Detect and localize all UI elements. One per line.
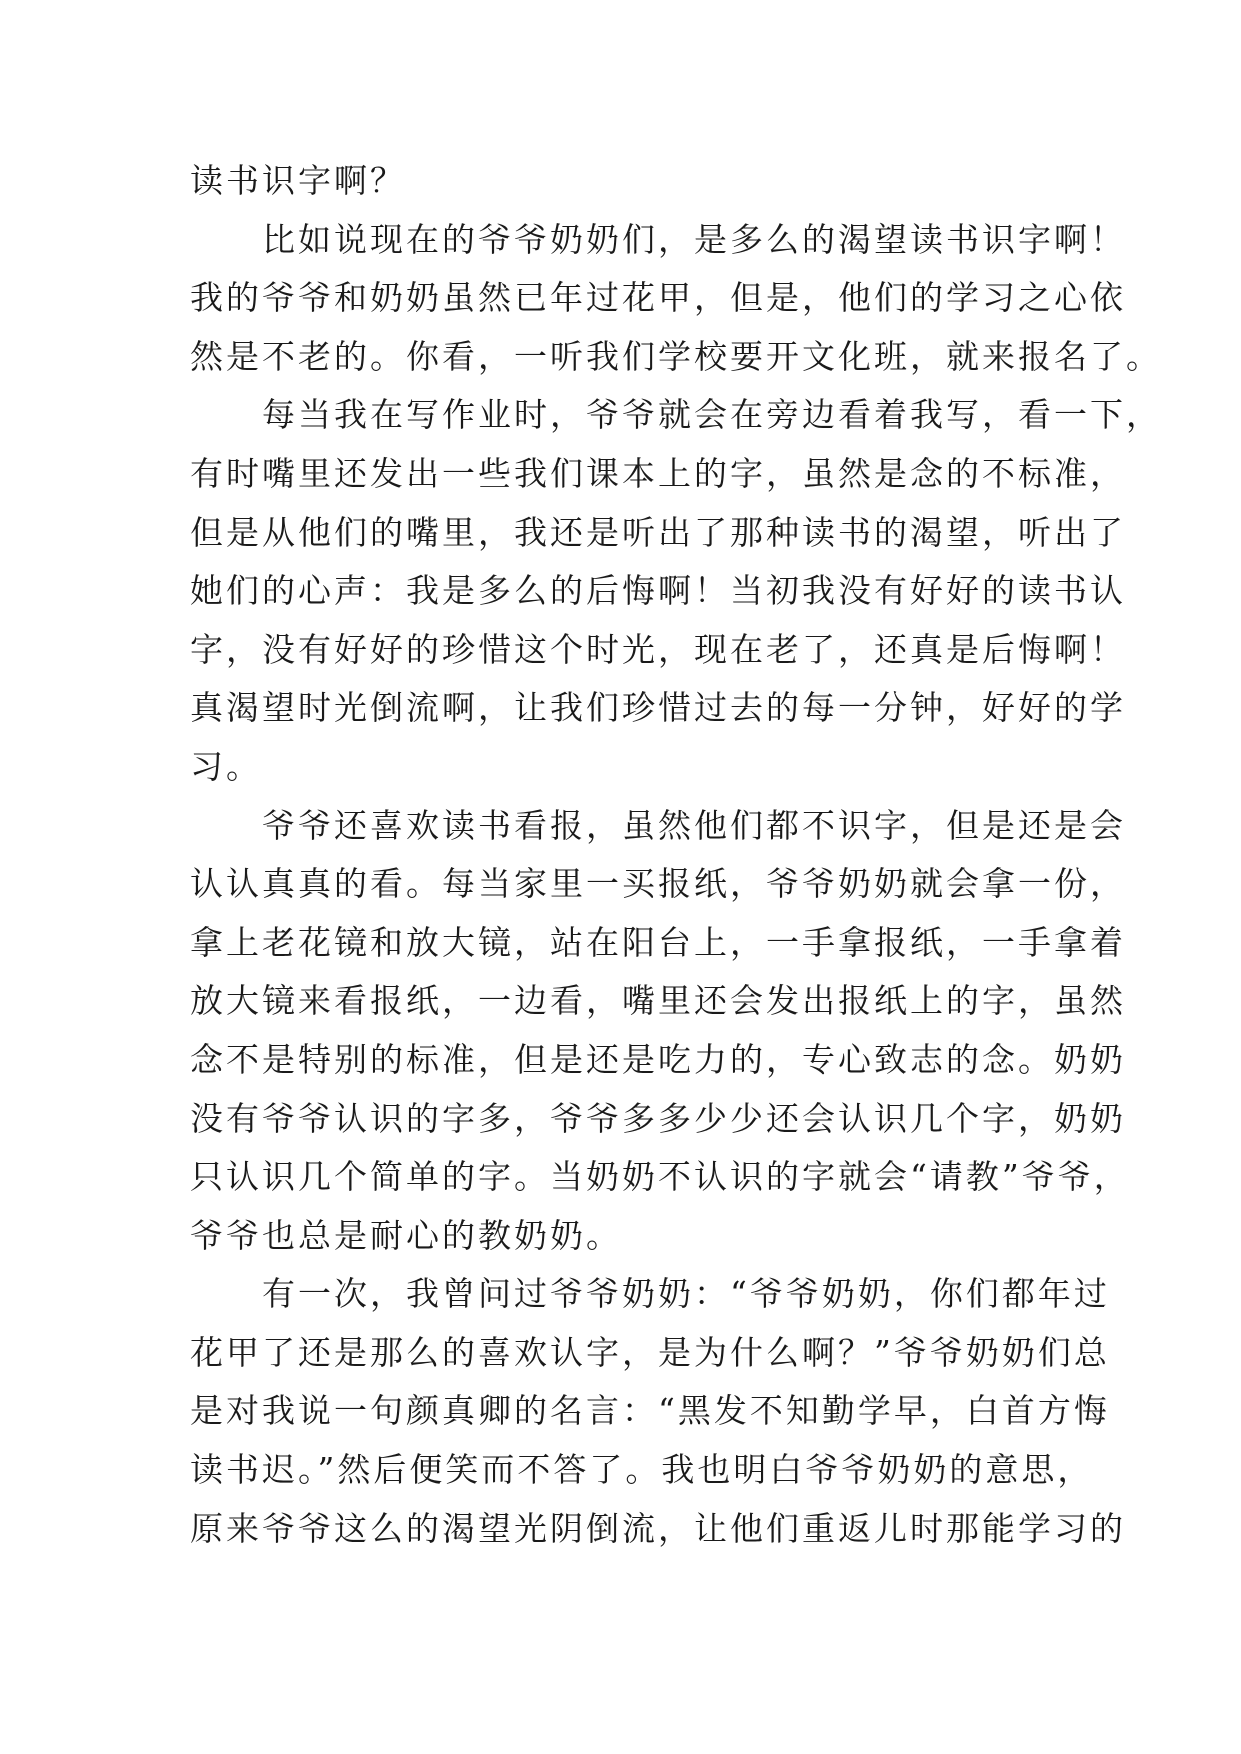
text-line: 爷爷也总是耐心的教奶奶。 <box>190 1215 622 1255</box>
text-line: 念不是特别的标准，但是还是吃力的，专心致志的念。奶奶 <box>190 1039 1126 1079</box>
text-line: 我的爷爷和奶奶虽然已年过花甲，但是，他们的学习之心依 <box>190 278 1126 318</box>
text-line: 读书识字啊？ <box>190 161 406 200</box>
text-line: 没有爷爷认识的字多，爷爷多多少少还会认识几个字，奶奶 <box>190 1098 1126 1138</box>
text-line: 真渴望时光倒流啊，让我们珍惜过去的每一分钟，好好的学 <box>190 688 1126 728</box>
text-line: 但是从他们的嘴里，我还是听出了那种读书的渴望，听出了 <box>190 512 1126 552</box>
text-line: 然是不老的。你看，一听我们学校要开文化班，就来报名了。 <box>190 336 1162 376</box>
text-line: 花甲了还是那么的喜欢认字，是为什么啊？”爷爷奶奶们总 <box>190 1332 1110 1372</box>
document-body <box>190 152 1162 1558</box>
text-line: 原来爷爷这么的渴望光阴倒流，让他们重返儿时那能学习的 <box>190 1508 1126 1548</box>
text-line: 每当我在写作业时，爷爷就会在旁边看着我写，看一下， <box>262 395 1162 435</box>
text-line: 习。 <box>190 746 262 786</box>
text-line: 认认真真的看。每当家里一买报纸，爷爷奶奶就会拿一份， <box>190 864 1126 904</box>
text-line: 读书迟。”然后便笑而不答了。我也明白爷爷奶奶的意思， <box>190 1450 1094 1490</box>
text-line: 比如说现在的爷爷奶奶们，是多么的渴望读书识字啊！ <box>262 219 1126 259</box>
text-line: 有一次，我曾问过爷爷奶奶：“爷爷奶奶，你们都年过 <box>262 1274 1110 1314</box>
text-line: 爷爷还喜欢读书看报，虽然他们都不识字，但是还是会 <box>262 805 1126 845</box>
text-line: 字，没有好好的珍惜这个时光，现在老了，还真是后悔啊！ <box>190 629 1126 669</box>
text-line: 是对我说一句颜真卿的名言：“黑发不知勤学早，白首方悔 <box>190 1391 1110 1431</box>
text-line: 她们的心声：我是多么的后悔啊！当初我没有好好的读书认 <box>190 571 1126 611</box>
text-line: 只认识几个简单的字。当奶奶不认识的字就会“请教”爷爷， <box>190 1157 1130 1197</box>
text-line: 有时嘴里还发出一些我们课本上的字，虽然是念的不标准， <box>190 453 1126 493</box>
text-line: 放大镜来看报纸，一边看，嘴里还会发出报纸上的字，虽然 <box>190 981 1126 1021</box>
text-line: 拿上老花镜和放大镜，站在阳台上，一手拿报纸，一手拿着 <box>190 922 1126 962</box>
